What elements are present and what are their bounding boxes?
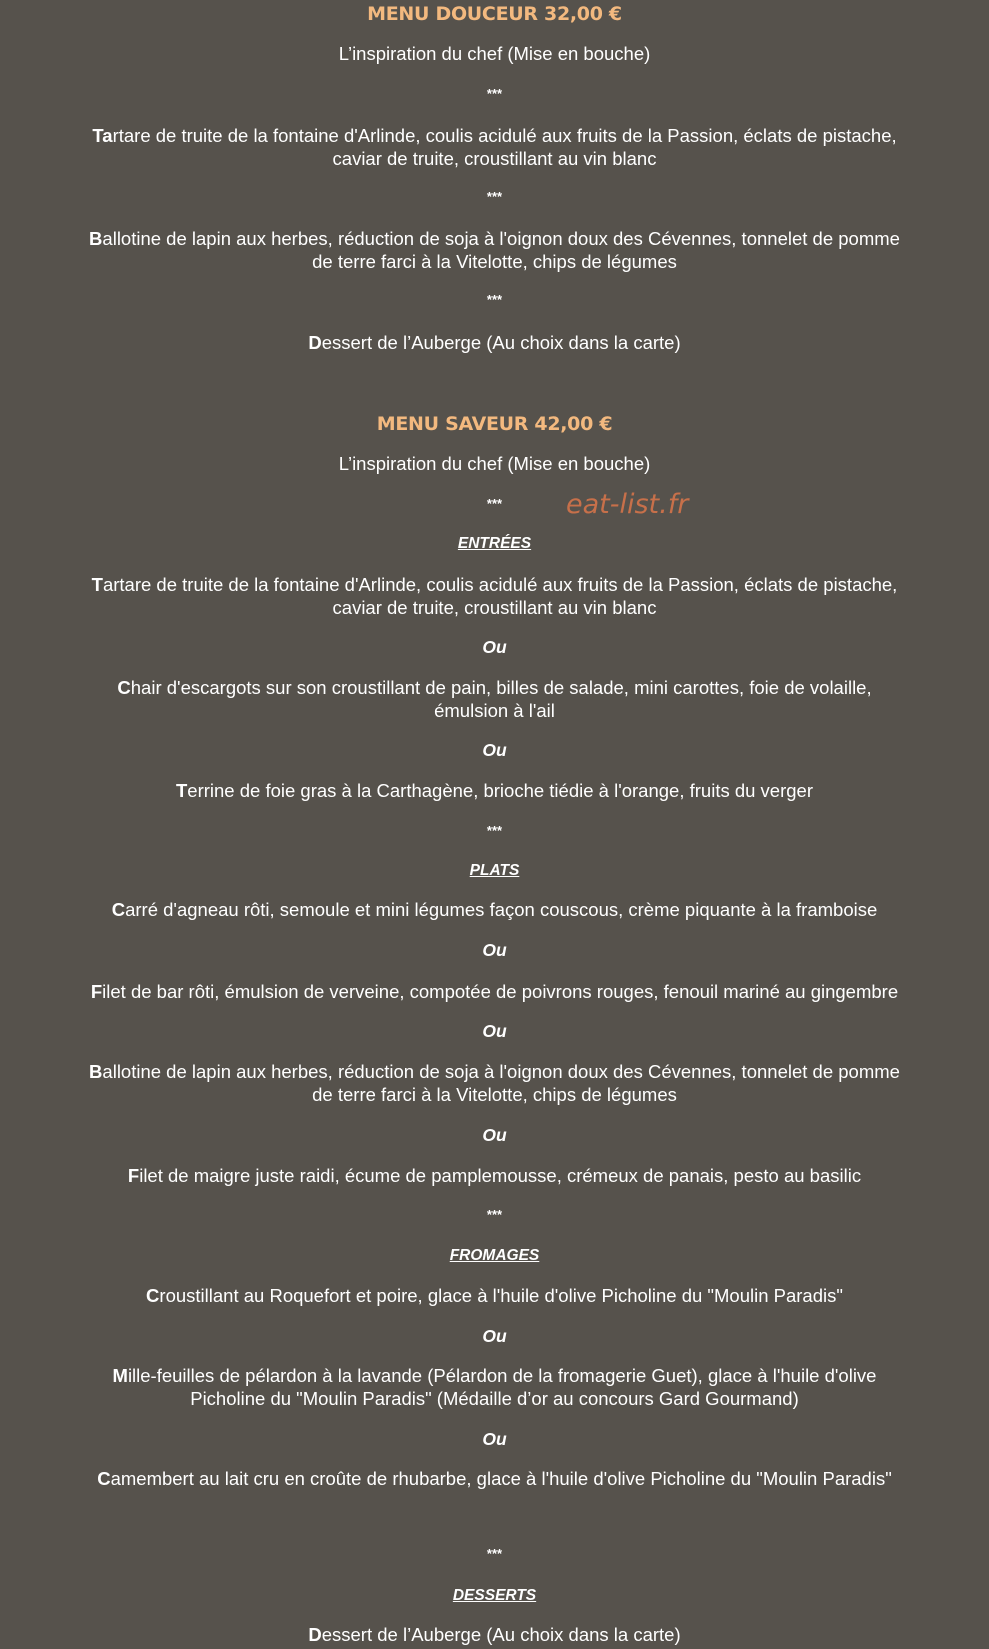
dish-text: allotine de lapin aux herbes, réduction de soja à l'oignon doux des Cévennes, tonnelet de pomme — [102, 1061, 900, 1082]
dish-initial: T — [175, 780, 188, 801]
dish-initial: M — [112, 1365, 128, 1386]
menu-douceur-entree-line2: caviar de truite, croustillant au vin blanc — [332, 148, 657, 169]
entree-1-line2: caviar de truite, croustillant au vin blanc — [332, 597, 657, 618]
dish-initial: D — [308, 1624, 322, 1645]
dish-text: hair d'escargots sur son croustillant de pain, billes de salade, mini carottes, foie de volaille, — [130, 677, 872, 698]
section-fromages: FROMAGES — [449, 1247, 540, 1264]
dish-initial: F — [90, 981, 103, 1002]
section-plats: PLATS — [469, 862, 520, 879]
dish-text: rtare de truite de la fontaine d'Arlinde, coulis acidulé aux fruits de la Passion, éclats de pistache, — [112, 125, 897, 146]
separator: *** — [486, 823, 503, 838]
menu-douceur-dessert — [0, 331, 989, 354]
plat-2 — [0, 980, 989, 1003]
ou-separator: Ou — [482, 1429, 507, 1449]
plat-3-line1 — [0, 1060, 989, 1083]
menu-douceur-plat-line1 — [0, 227, 989, 250]
plat-3-line2: de terre farci à la Vitelotte, chips de légumes — [312, 1084, 677, 1105]
fromage-1 — [0, 1284, 989, 1307]
dish-text: ilet de maigre juste raidi, écume de pamplemousse, crémeux de panais, pesto au basilic — [139, 1165, 862, 1186]
plat-4 — [0, 1164, 989, 1187]
dish-initial: C — [146, 1285, 160, 1306]
dish-initial: T — [91, 574, 103, 595]
ou-separator: Ou — [482, 1326, 507, 1346]
dish-initial: C — [111, 899, 126, 920]
section-desserts: DESSERTS — [452, 1587, 537, 1604]
dish-text: amembert au lait cru en croûte de rhubarbe, glace à l'huile d'olive Picholine du "Moulin Paradis" — [110, 1468, 892, 1489]
entree-3 — [0, 779, 989, 802]
dish-initial: C — [117, 677, 131, 698]
ou-separator: Ou — [482, 740, 507, 760]
dish-initial: Ta — [92, 125, 113, 146]
dish-initial: C — [97, 1468, 111, 1489]
fromage-2-line1 — [0, 1364, 989, 1387]
separator: *** — [486, 86, 503, 101]
dish-text: roustillant au Roquefort et poire, glace à l'huile d'olive Picholine du "Moulin Paradis" — [159, 1285, 843, 1306]
dish-initial: B — [89, 228, 103, 249]
entree-1-line1 — [0, 573, 989, 596]
watermark: eat-list.fr — [566, 489, 689, 520]
dish-text: essert de l’Auberge (Au choix dans la carte) — [321, 332, 681, 353]
dish-text: artare de truite de la fontaine d'Arlinde, coulis acidulé aux fruits de la Passion, éclats de pistache, — [102, 574, 898, 595]
plat-1 — [0, 898, 989, 921]
menu-saveur-title: MENU SAVEUR 42,00 € — [376, 413, 613, 435]
dessert-1 — [0, 1623, 989, 1646]
entree-2-line2: émulsion à l'ail — [434, 700, 555, 721]
separator: *** — [486, 189, 503, 204]
menu-douceur-amuse: L’inspiration du chef (Mise en bouche) — [338, 43, 651, 64]
menu-saveur-amuse: L’inspiration du chef (Mise en bouche) — [338, 453, 651, 474]
dish-text: ille-feuilles de pélardon à la lavande (Pélardon de la fromagerie Guet), glace à l'huile d'olive — [127, 1365, 877, 1386]
dish-initial: D — [308, 332, 322, 353]
ou-separator: Ou — [482, 637, 507, 657]
ou-separator: Ou — [482, 1125, 507, 1145]
dish-text: allotine de lapin aux herbes, réduction de soja à l'oignon doux des Cévennes, tonnelet de pomme — [102, 228, 900, 249]
fromage-2-line2: Picholine du "Moulin Paradis" (Médaille d’or au concours Gard Gourmand) — [190, 1388, 799, 1409]
menu-douceur-title: MENU DOUCEUR 32,00 € — [367, 3, 622, 25]
dish-text: errine de foie gras à la Carthagène, brioche tiédie à l'orange, fruits du verger — [187, 780, 813, 801]
ou-separator: Ou — [482, 940, 507, 960]
fromage-3 — [0, 1467, 989, 1490]
menu-douceur-entree-line1 — [0, 124, 989, 147]
ou-separator: Ou — [482, 1021, 507, 1041]
entree-2-line1 — [0, 676, 989, 699]
dish-initial: B — [89, 1061, 103, 1082]
menu-douceur-plat-line2: de terre farci à la Vitelotte, chips de légumes — [312, 251, 677, 272]
separator: *** — [486, 292, 503, 307]
separator: *** — [486, 496, 503, 511]
separator: *** — [486, 1546, 503, 1561]
separator: *** — [486, 1207, 503, 1222]
section-entrees: ENTRÉES — [457, 535, 532, 552]
dish-text: ilet de bar rôti, émulsion de verveine, compotée de poivrons rouges, fenouil mariné au gingembre — [102, 981, 899, 1002]
dish-text: arré d'agneau rôti, semoule et mini légumes façon couscous, crème piquante à la framboise — [125, 899, 878, 920]
dish-initial: F — [127, 1165, 140, 1186]
dish-text: essert de l’Auberge (Au choix dans la carte) — [321, 1624, 681, 1645]
